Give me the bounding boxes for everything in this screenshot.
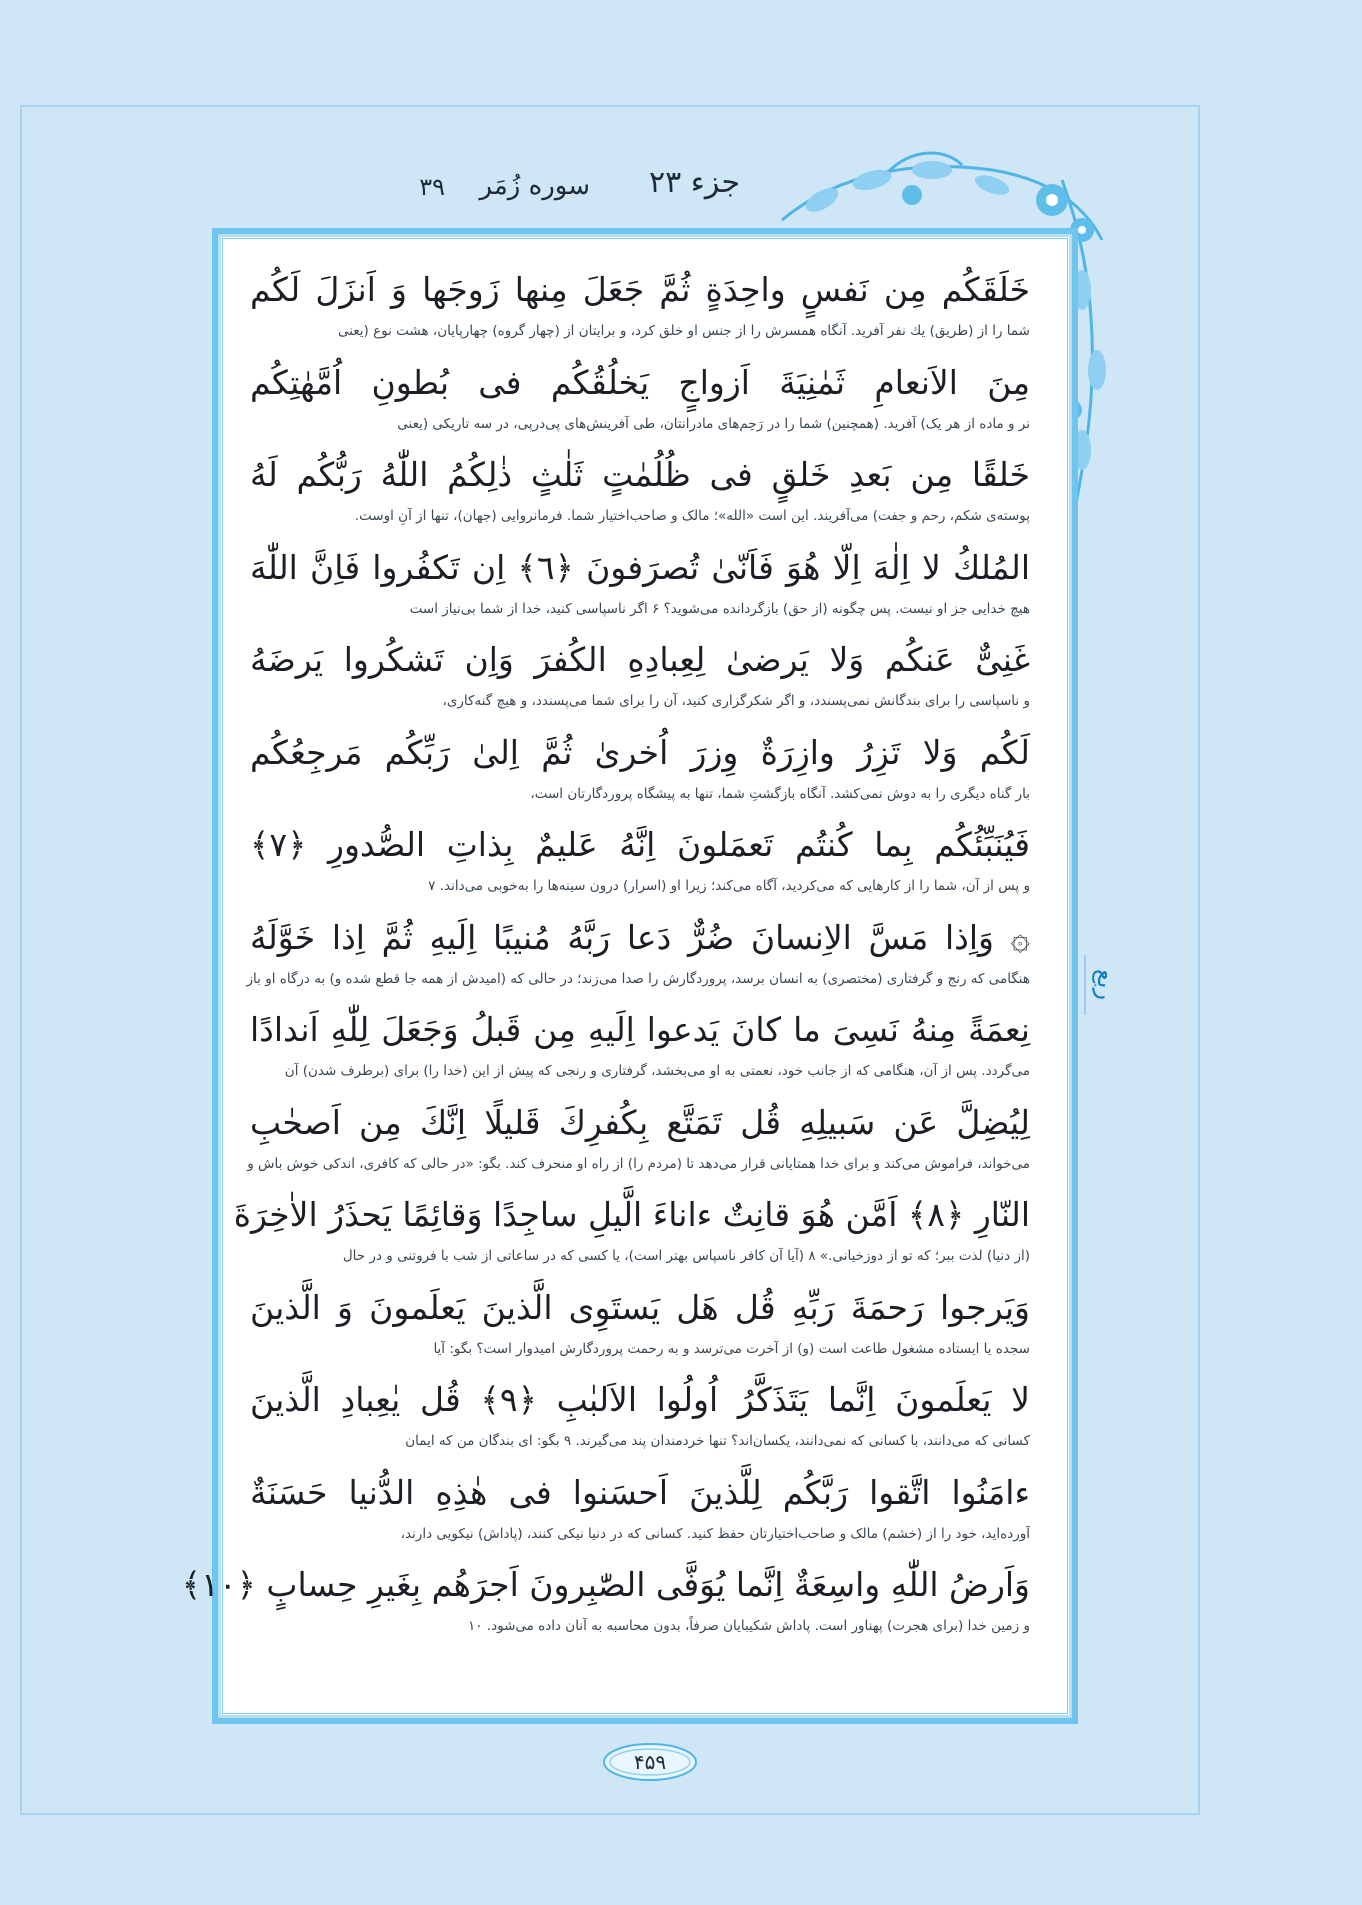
arabic-text: ۞ وَاِذا مَسَّ الاِنسانَ ضُرٌّ دَعا رَبَّهُ مُنيبًا اِلَيهِ ثُمَّ اِذا خَوَّلَهُ bbox=[250, 917, 1030, 957]
arabic-text: وَيَرجوا رَحمَةَ رَبِّهِ قُل هَل يَستَوِى الَّذينَ يَعلَمونَ وَ الَّذينَ bbox=[250, 1287, 1030, 1327]
persian-translation: آورده‌اید، خود را از (خشم) مالک و صاحب‌اختیارتان حفظ کنید. کسانی که در دنیا نیکی کنند، (پاداش) نیکویی دارند، bbox=[400, 1525, 1030, 1542]
verse-line bbox=[250, 725, 1030, 818]
persian-translation: هنگامی که رنج و گرفتاری (مختصری) به انسان برسد، پروردگارش را صدا می‌زند؛ در حالی که (امیدش از همه جا قطع شده و) به درگاه او باز bbox=[246, 970, 1030, 987]
verse-line bbox=[250, 447, 1030, 540]
arabic-text: مِنَ الاَنعامِ ثَمٰنِيَةَ اَزواجٍ يَخلُقُكُم فى بُطونِ اُمَّهٰتِكُم bbox=[250, 362, 1030, 402]
page-number: ۴۵۹ bbox=[633, 1750, 667, 1774]
verse-line bbox=[250, 1465, 1030, 1558]
persian-translation: نر و ماده از هر یک) آفرید. (همچنین) شما را در رَحِم‌های مادرانتان، طی آفرینش‌های پی‌درپی، در سه تاریکی (یعنی bbox=[397, 415, 1030, 432]
persian-translation: می‌خواند، فراموش می‌کند و برای خدا همتایانی قرار می‌دهد تا (مردم را) از راه او منحرف کند. بگو: «در حالی که کافری، اندکی خوش باش و bbox=[247, 1155, 1030, 1172]
page-header bbox=[380, 165, 740, 215]
arabic-text: لا يَعلَمونَ اِنَّما يَتَذَكَّرُ اُولُوا الاَلبٰبِ ﴿٩﴾ قُل يٰعِبادِ الَّذينَ bbox=[250, 1380, 1031, 1419]
surah-name: سوره زُمَر bbox=[479, 171, 590, 201]
verse-line bbox=[250, 817, 1030, 910]
arabic-text: فَيُنَبِّئُكُم بِما كُنتُم تَعمَلونَ اِنَّهُ عَليمٌ بِذاتِ الصُّدورِ ﴿٧﴾ bbox=[250, 825, 1030, 864]
arabic-text: خَلقًا مِن بَعدِ خَلقٍ فى ظُلُمٰتٍ ثَلٰثٍ ذٰلِكُمُ اللّٰهُ رَبُّكُم لَهُ bbox=[250, 455, 1030, 494]
arabic-text: غَنِىٌّ عَنكُم وَلا يَرضىٰ لِعِبادِهِ الكُفرَ وَاِن تَشكُروا يَرضَهُ bbox=[250, 640, 1030, 679]
verse-line bbox=[233, 1187, 1030, 1280]
verse-line bbox=[250, 355, 1030, 448]
verse-line bbox=[250, 632, 1030, 725]
surah-number: ۳۹ bbox=[419, 173, 445, 201]
juz-label: جزء ۲۳ bbox=[649, 165, 740, 200]
verse-line bbox=[250, 1002, 1030, 1095]
verse-line bbox=[246, 910, 1030, 1003]
persian-translation: شما را از (طریق) یك نفر آفرید. آنگاه همسرش را از جنس او خلق کرد، و برایتان از (چهار گروه) چهارپایان، هشت نوع (یعنی bbox=[337, 323, 1030, 339]
persian-translation: پوسته‌ی شکم، رحم و جفت) می‌آفریند. این است «الله»؛ مالک و صاحب‌اختیار شما. فرمانروایی (جهان)، تنها از آنِ اوست. bbox=[354, 508, 1030, 524]
side-divider bbox=[1084, 955, 1086, 1015]
verse-line bbox=[247, 1095, 1030, 1188]
verse-line bbox=[250, 262, 1030, 355]
verse-line bbox=[181, 1557, 1030, 1650]
arabic-text: المُلكُ لا اِلٰهَ اِلّا هُوَ فَاَنّىٰ تُصرَفونَ ﴿٦﴾ اِن تَكفُروا فَاِنَّ اللّٰهَ bbox=[250, 547, 1030, 587]
arabic-text: لَكُم وَلا تَزِرُ وازِرَةٌ وِزرَ اُخرىٰ ثُمَّ اِلىٰ رَبِّكُم مَرجِعُكُم bbox=[250, 732, 1030, 772]
arabic-text: لِيُضِلَّ عَن سَبيلِهِ قُل تَمَتَّع بِكُفرِكَ قَليلًا اِنَّكَ مِن اَصحٰبِ bbox=[250, 1102, 1030, 1142]
persian-translation: و پس از آن، شما را از کارهایی که می‌کردید، آگاه می‌کند؛ زیرا او (اسرار) درون سینه‌ها را به‌خوبی می‌داند. ۷ bbox=[428, 878, 1030, 894]
arabic-text: النّارِ ﴿٨﴾ اَمَّن هُوَ قانِتٌ ءاناءَ الَّيلِ ساجِدًا وَقائِمًا يَحذَرُ الاٰخِرَةَ bbox=[233, 1195, 1030, 1234]
verse-line bbox=[250, 1280, 1030, 1373]
persian-translation: سجده یا ایستاده مشغول طاعت است (و) از آخرت می‌ترسد و به رحمت پروردگارش امیدوار است؟ بگو: آیا bbox=[433, 1340, 1030, 1357]
verse-content bbox=[181, 262, 1031, 1650]
persian-translation: بار گناه دیگری را به دوش نمی‌کشد. آنگاه بازگشتِ شما، تنها به پیشگاه پروردگارتان است، bbox=[530, 785, 1030, 802]
persian-translation: (از دنیا) لذت ببر؛ که تو از دوزخیانی.» ۸ (آیا آن کافر ناسپاس بهتر است)، یا کسی که در ساعاتی از شب با فروتنی و در حال bbox=[342, 1248, 1030, 1264]
persian-translation: و زمین خدا (برای هجرت) پهناور است. پاداش شکیبایان صرفاً، بدون محاسبه به آنان داده می‌شود. ۱۰ bbox=[467, 1618, 1030, 1634]
arabic-text: نِعمَةً مِنهُ نَسِىَ ما كانَ يَدعوا اِلَيهِ مِن قَبلُ وَجَعَلَ لِلّٰهِ اَندادًا bbox=[250, 1010, 1030, 1049]
hizb-marker: ربع bbox=[1092, 969, 1120, 1001]
arabic-text: ءامَنُوا اتَّقوا رَبَّكُم لِلَّذينَ اَحسَنوا فى هٰذِهِ الدُّنيا حَسَنَةٌ bbox=[250, 1472, 1030, 1512]
persian-translation: و ناسپاسی را برای بندگانش نمی‌پسندد، و اگر شکرگزاری کنید، آن را برای شما می‌پسندد، و هیچ گنه‌کاری، bbox=[442, 693, 1030, 709]
arabic-text: وَاَرضُ اللّٰهِ واسِعَةٌ اِنَّما يُوَفَّى الصّٰبِرونَ اَجرَهُم بِغَيرِ حِسابٍ ﴿١٠﴾ bbox=[181, 1565, 1030, 1604]
persian-translation: می‌گردد. پس از آن، هنگامی که از جانب خود، نعمتی به او می‌بخشد، گرفتاری و رنجی که پیش از این (خدا را) برای (برطرف شدن) آن bbox=[284, 1063, 1030, 1079]
persian-translation: هیچ خدایی جز او نیست. پس چگونه (از حق) بازگردانده می‌شوید؟ ۶ اگر ناسپاسی کنید، خدا از شما بی‌نیاز است bbox=[409, 600, 1030, 617]
arabic-text: خَلَقَكُم مِن نَفسٍ واحِدَةٍ ثُمَّ جَعَلَ مِنها زَوجَها وَ اَنزَلَ لَكُم bbox=[250, 270, 1030, 309]
persian-translation: کسانی که می‌دانند، با کسانی که نمی‌دانند، یکسان‌اند؟ تنها خردمندان پند می‌گیرند. ۹ بگو: ای بندگان من که ایمان bbox=[405, 1433, 1030, 1449]
verse-line bbox=[250, 1372, 1030, 1465]
verse-line bbox=[250, 540, 1030, 633]
page-number-badge bbox=[600, 1740, 700, 1784]
